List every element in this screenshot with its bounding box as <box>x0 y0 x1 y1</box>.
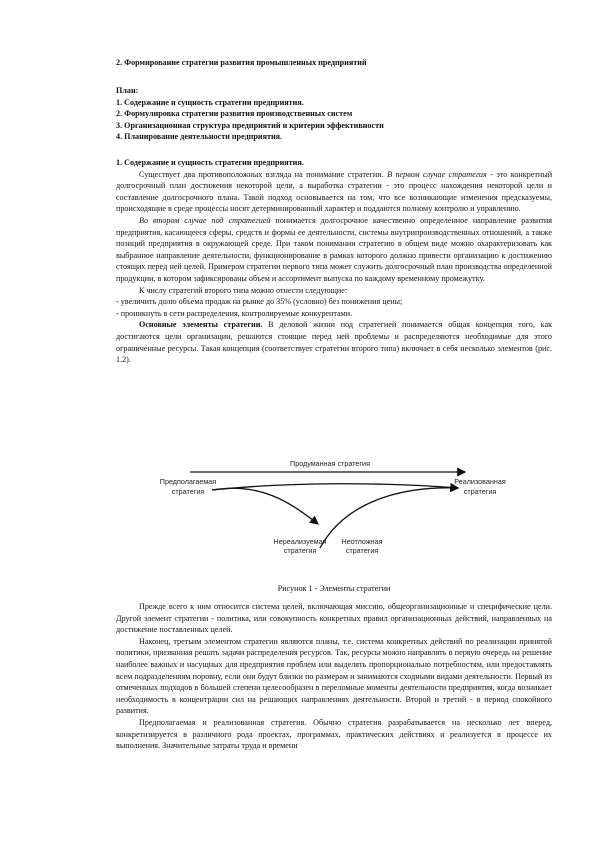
plan-item: 2. Формулировка стратегии развития производственных систем <box>116 109 353 119</box>
paragraph-emphasis: В первом случае стратегия <box>387 169 487 179</box>
label-realized-1: Реализованная <box>454 477 506 486</box>
label-deliberate: Продуманная стратегия <box>290 459 370 468</box>
paragraph-text: - это конкретный долгосрочный план достижения некоторой цели, а выработка стратегии - это процесс нахождения некоторой цели и составление долгосрочного плана. Такой подход основывается на том, что все возникающие изменения предсказуемы, происходящие в среде процессы носят детерминированный характер и поддаются полному контролю и управлению. <box>116 169 553 214</box>
paragraph: Прежде всего к ним относится система целей, включающая миссию, общеорганизационные и специфические цели. Другой элемент стратегии - политика, или совокупность конкретных правил организационных действий, направленных на достижение поставленных целей. <box>116 602 552 635</box>
plan-heading: План: <box>116 86 139 95</box>
label-intended-2: стратегия <box>171 487 205 496</box>
plan-block <box>116 85 552 143</box>
paragraph-text: понимается долгосрочное качественно определенное направление развития предприятия, касающееся сферы, средств и формы ее деятельности, системы внутрипроизводственных отношений, а также позиций предприятия в окружающей среде. При таком понимании стратегию в общем виде можно охарактеризовать как выбранное направление деятельности, функционирование в рамках которого должно привести организацию к достижению стоящих перед ней целей. Примером стратегии первого типа может служить долгосрочный план производства определенной продукции, в котором зафиксированы объем и ассортимент выпуска по каждому временному промежутку. <box>116 215 552 283</box>
paragraph <box>116 169 552 215</box>
paragraph <box>116 215 552 285</box>
section-heading: 1. Содержание и сущность стратегии предприятия. <box>116 158 304 167</box>
list-item: - увеличить долю объема продаж на рынке до 35% (условно) без понижения цены; <box>116 297 403 307</box>
label-realized-2: стратегия <box>463 487 497 496</box>
paragraph: Предполагаемая и реализованная стратегия. Обычно стратегия разрабатывается на несколько лет вперед, конкретизируется в различного рода проектах, программах, практических действиях и реализуется в процессе их выполнения. Значительные затраты труда и времени <box>116 717 552 751</box>
document-title: 2. Формирование стратегии развития промышленных предприятий <box>116 58 367 67</box>
plan-item: 1. Содержание и сущность стратегии предприятия. <box>116 97 304 107</box>
paragraph-bold: Основные элементы стратегии. <box>139 320 263 330</box>
label-unrealized-1: Нереализуемая <box>273 537 327 546</box>
plan-item: 3. Организационная структура предприятий и критерии эффективности <box>116 120 384 130</box>
section-continued <box>116 601 552 752</box>
plan-item: 4. Планирование деятельности предприятия. <box>116 132 283 142</box>
label-intended-1: Предполагаемая <box>159 477 217 486</box>
paragraph: К числу стратегий второго типа можно отнести следующие: <box>139 285 348 295</box>
figure-caption: Рисунок 1 - Элементы стратегии <box>277 584 391 593</box>
list-item: - проникнуть в сети распределения, контролируемые конкурентами. <box>116 308 353 318</box>
label-emergent-1: Неотложная <box>341 537 383 546</box>
paragraph: Наконец, третьим элементом стратегии являются планы, т.е. система конкретных действий по реализации принятой политики, призванная решать задачи распределения ресурсов. Так, ресурсы можно направлять в первую очередь на решение наиболее важных и насущных для предприятия проблем или выделять пропорционально потребностям, или предоставлять всем подразделениям поровну, если они будут близки по размерам и занимаются сходными видами деятельности. Первый из отмеченных подходов в большей степени целесообразен в переломные моменты деятельности предприятия, когда возникает необходимость в концентрации сил на решающих направлениях деятельности. Второй и третий - в период спокойного развития. <box>116 636 552 716</box>
unrealized-strategy-arrow <box>212 488 318 524</box>
paragraph-emphasis: Во втором случае под стратегией <box>139 215 271 225</box>
strategy-elements-diagram <box>140 452 530 584</box>
paragraph-text: В деловой жизни под стратегией понимается общая концепция того, как достигаются цели организации, решаются стоящие перед ней проблемы и распределяются необходимые для этого ограниченные ресурсы. Такая концепция (соответствует стратегии второго типа) включает в себя несколько элементов (рис. 1.2). <box>116 320 553 365</box>
paragraph <box>116 319 552 365</box>
label-emergent-2: стратегия <box>345 546 379 555</box>
paragraph-text: Существует два противоположных взгляда на понимание стратегии. <box>139 169 384 179</box>
label-unrealized-2: стратегия <box>283 546 317 555</box>
section-1 <box>116 157 552 366</box>
